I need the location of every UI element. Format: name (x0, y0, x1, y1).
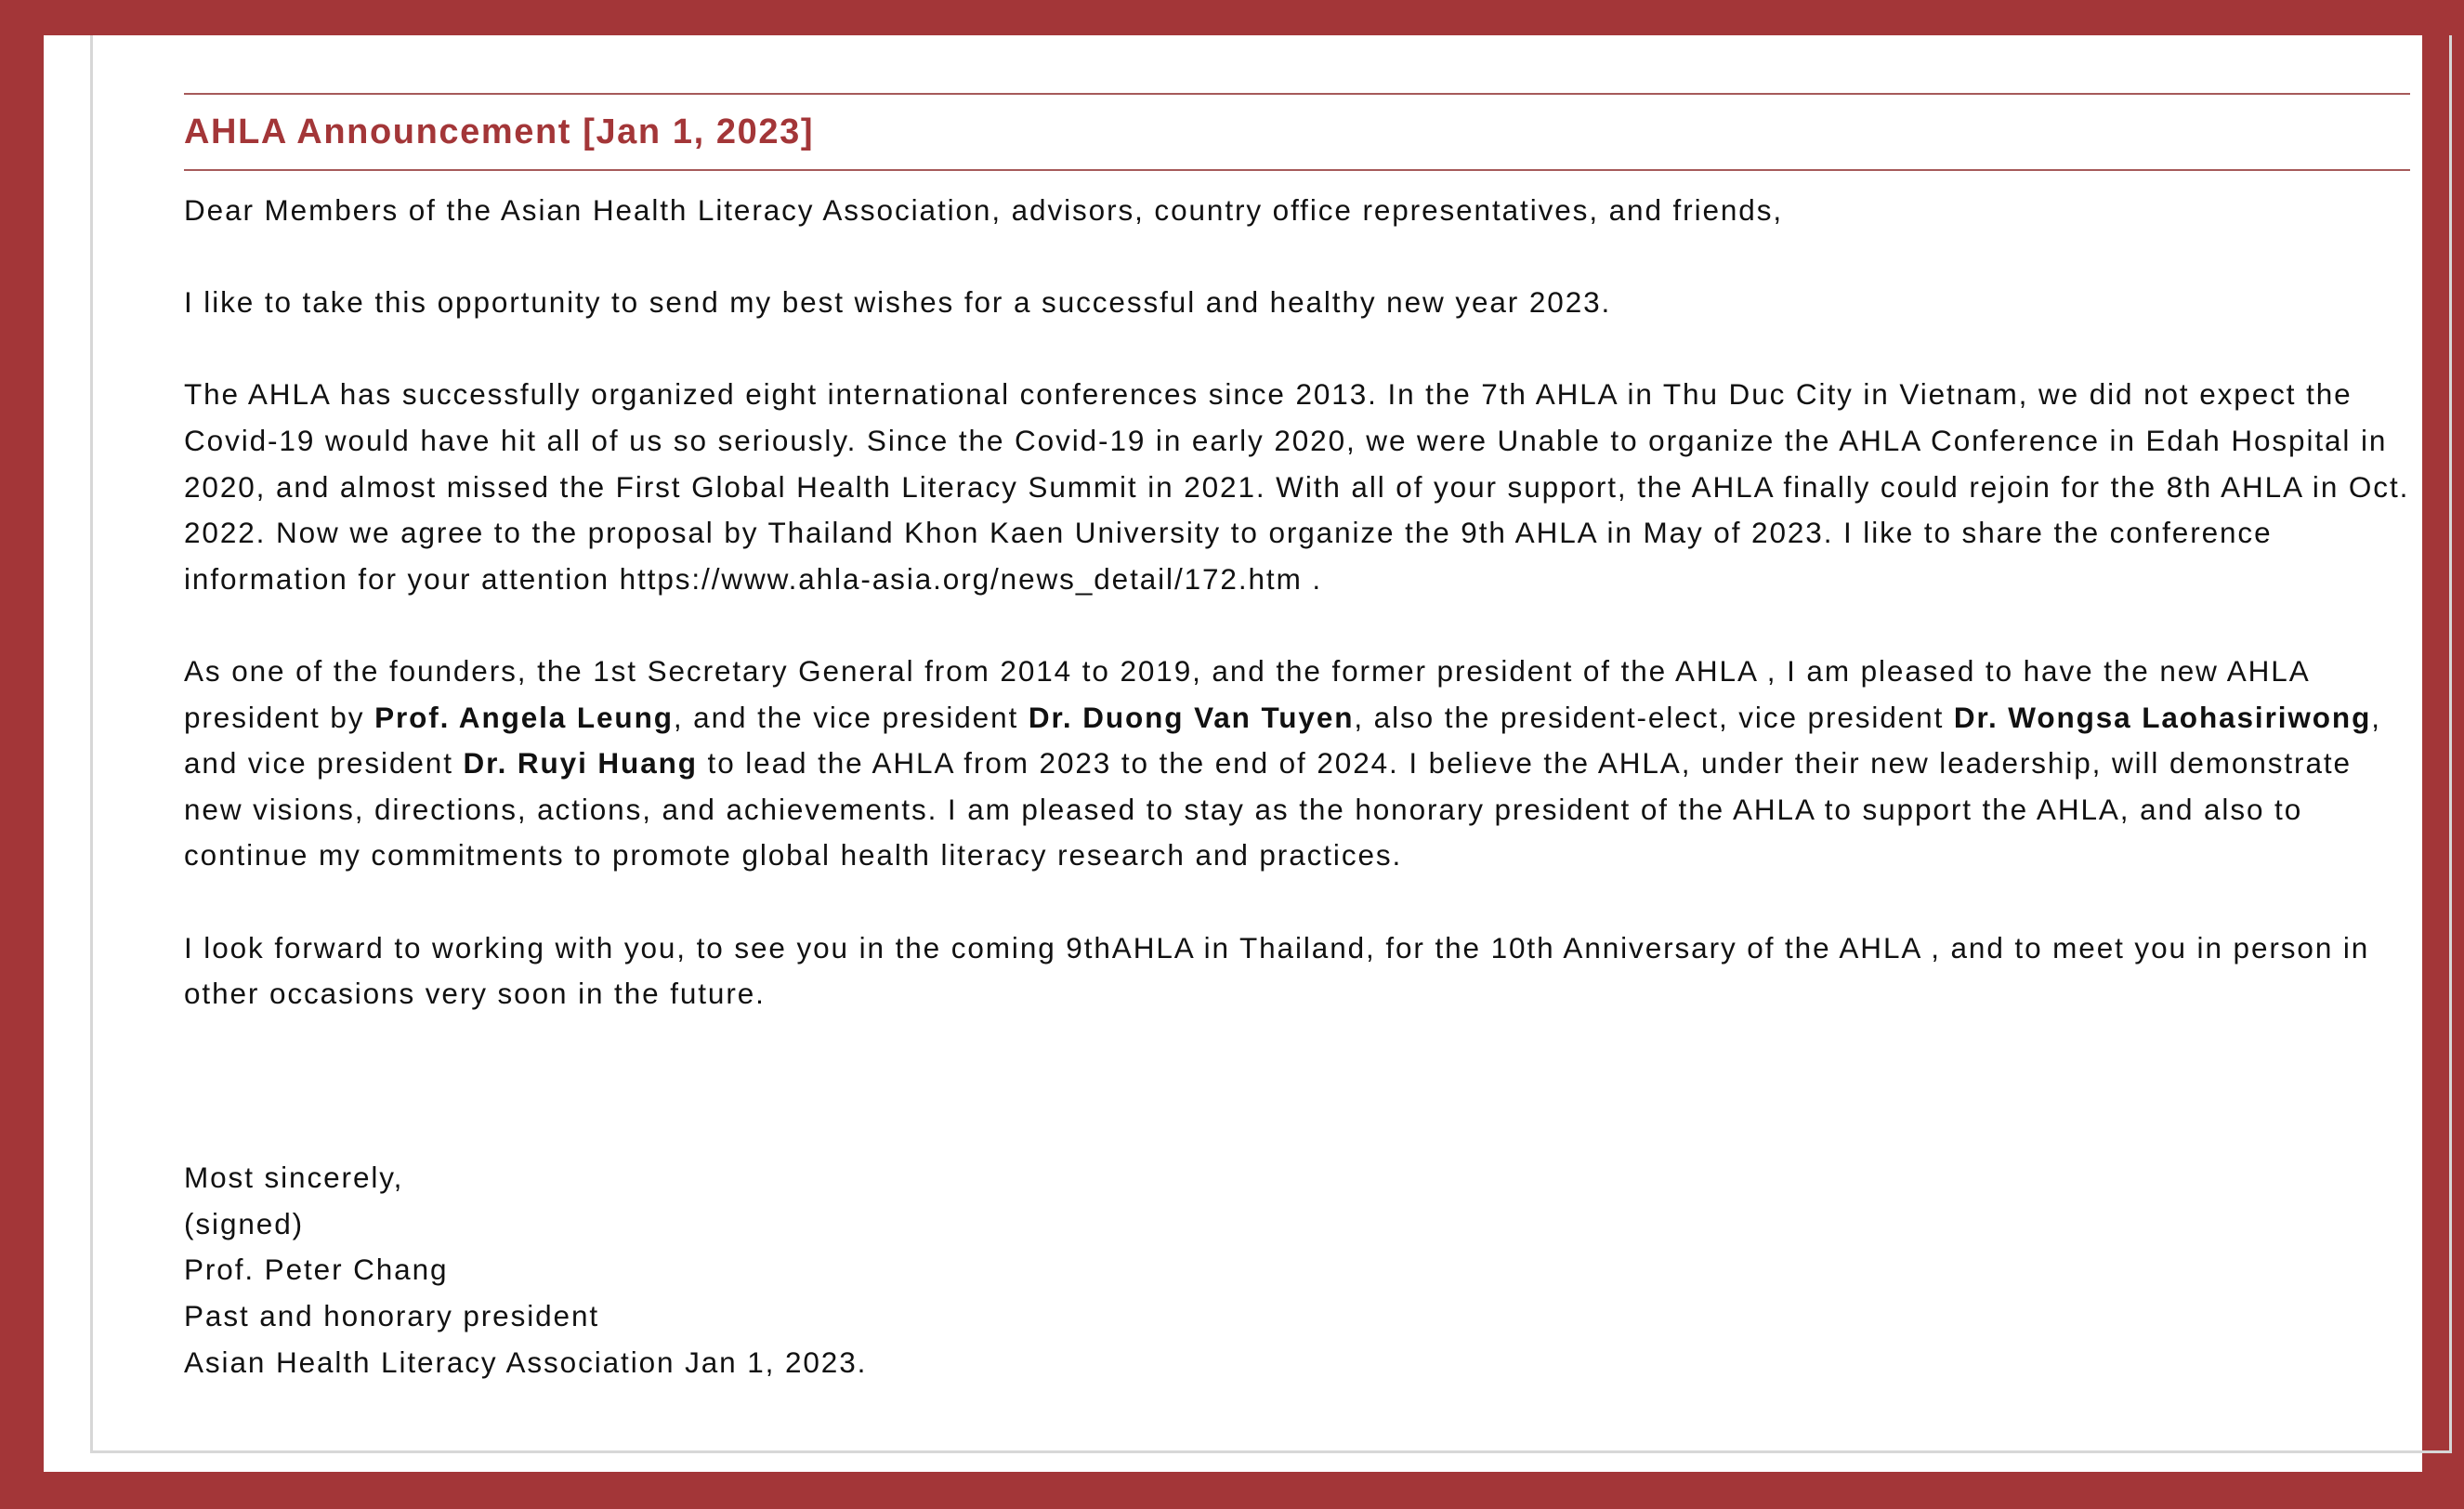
title-bottom-rule (184, 169, 2410, 171)
closing-paragraph: I look forward to working with you, to see you in the coming 9thAHLA in Thailand, for the 10th Anniversary of the AHLA , and to meet you in person in other occasions very soon in the future. (184, 930, 2370, 1011)
president-name: Prof. Angela Leung (374, 700, 674, 734)
history-paragraph: The AHLA has successfully organized eight international conferences since 2013. In the 7th AHLA in Thu Duc City in Vietnam, we did not expect the Covid-19 would have hit all of us so seriously. Since the Covid-19 in early 2020, we were Unable to organize the AHLA Conference in Edah Hospital in 2020, and almost missed the First Global Health Literacy Summit in 2021. With all of your support, the AHLA finally could rejoin for the 8th AHLA in Oct. 2022. Now we agree to the proposal by Thailand Khon Kaen University to organize the 9th AHLA in May of 2023. I like to share the conference information for your attention https://www.ahla-asia.org/news_detail/172.htm . (184, 377, 2410, 596)
sign-off: Most sincerely, (184, 1161, 404, 1195)
signed-note: (signed) (184, 1206, 305, 1240)
page-panel (44, 35, 2422, 1472)
leadership-between-text-1: , and the vice president (673, 700, 1029, 734)
leadership-between-text-2: , also the president-elect, vice president (1354, 700, 1954, 734)
signature-spacing (184, 1063, 2410, 1155)
organization-and-date: Asian Health Literacy Association Jan 1, 2023. (184, 1345, 868, 1379)
announcement-content (184, 93, 2410, 1385)
announcement-card (90, 35, 2452, 1453)
letter-body (184, 188, 2410, 1385)
leadership-between-text-3: , and vice president (184, 700, 2381, 781)
leadership-outro-text: to lead the AHLA from 2023 to the end of 2024. I believe the AHLA, under their new leadership, will demonstrate new visions, directions, actions, and achievements. I am pleased to stay as the honorary president of the AHLA to support the AHLA, and also to continue my commitments to promote global health literacy research and practices. (184, 746, 2352, 873)
announcement-title: AHLA Announcement [Jan 1, 2023] (184, 112, 815, 151)
vice-president-name-3: Dr. Ruyi Huang (463, 746, 698, 781)
title-top-rule (184, 93, 2410, 95)
greeting-paragraph: Dear Members of the Asian Health Literacy Association, advisors, country office representatives, and friends, (184, 193, 1784, 227)
wishes-paragraph: I like to take this opportunity to send my best wishes for a successful and healthy new year 2023. (184, 285, 1612, 320)
signer-name: Prof. Peter Chang (184, 1253, 449, 1287)
signature-block (184, 1155, 2410, 1385)
vice-president-name-1: Dr. Duong Van Tuyen (1028, 700, 1355, 734)
leadership-intro-text: As one of the founders, the 1st Secretary General from 2014 to 2019, and the former president of the AHLA , I am pleased to have the new AHLA president by (184, 653, 2309, 734)
leadership-paragraph (184, 649, 2410, 879)
vice-president-name-2: Dr. Wongsa Laohasiriwong (1953, 700, 2372, 734)
signer-role: Past and honorary president (184, 1299, 600, 1333)
